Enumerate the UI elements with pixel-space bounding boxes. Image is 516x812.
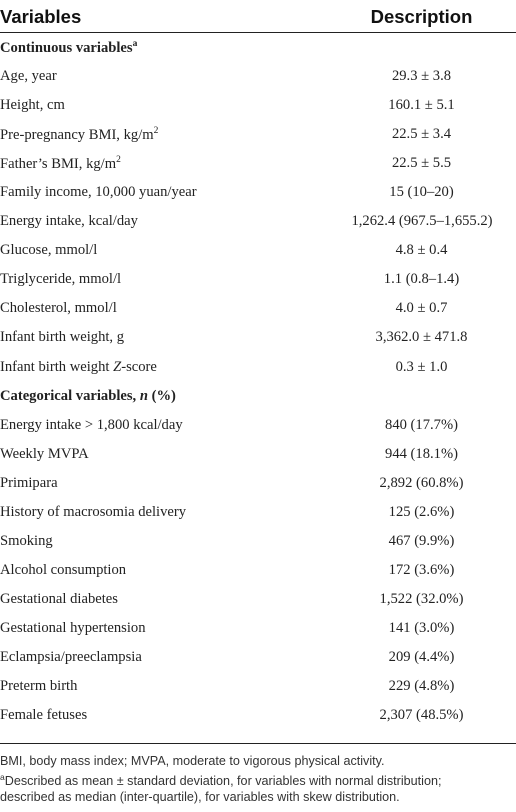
row-label: Preterm birth [0, 678, 78, 695]
footnote-marker: a [132, 39, 138, 49]
table-row [0, 62, 516, 91]
section-title-italic: n [139, 387, 148, 404]
row-value: 944 (18.1%) [385, 445, 458, 462]
row-label: History of macrosomia delivery [0, 503, 187, 520]
row-value: 125 (2.6%) [388, 503, 455, 520]
row-label: Height, cm [0, 97, 65, 114]
table-row [0, 556, 516, 585]
section-title: Continuous variables [0, 40, 133, 56]
row-label: Eclampsia/preeclampsia [0, 648, 142, 665]
row-value: 141 (3.0%) [388, 619, 455, 636]
table-row [0, 149, 516, 178]
row-value: 840 (17.7%) [385, 416, 458, 433]
row-value: 1.1 (0.8–1.4) [383, 271, 460, 288]
row-value: 0.3 ± 1.0 [395, 358, 448, 375]
footnote-a-line2: described as median (inter-quartile), for variables with skew distribution. [0, 790, 400, 804]
table-row [0, 91, 516, 120]
row-value: 172 (3.6%) [388, 561, 455, 578]
row-value: 2,307 (48.5%) [379, 707, 464, 724]
table-row [0, 527, 516, 556]
row-label: Infant birth weight, g [0, 329, 125, 346]
header-description: Description [370, 6, 473, 27]
table-row [0, 585, 516, 614]
row-label: Smoking [0, 532, 53, 549]
table-row [0, 178, 516, 207]
row-label: Gestational hypertension [0, 619, 146, 636]
row-label: Family income, 10,000 yuan/year [0, 184, 197, 201]
row-label-italic: Z [113, 358, 122, 375]
row-label: Energy intake > 1,800 kcal/day [0, 416, 183, 433]
row-value: 160.1 ± 5.1 [388, 97, 455, 114]
row-label: Pre-pregnancy BMI, kg/m [0, 127, 154, 144]
footnote-marker: a [0, 772, 5, 782]
footnote-abbreviations: BMI, body mass index; MVPA, moderate to vigorous physical activity. [0, 754, 385, 768]
row-label: Father’s BMI, kg/m [0, 156, 117, 173]
footnote-a-line1: Described as mean ± standard deviation, for variables with normal distribution; [4, 774, 442, 788]
row-label: Cholesterol, mmol/l [0, 300, 117, 317]
table-row [0, 440, 516, 469]
row-label: Primipara [0, 474, 58, 491]
row-value: 4.0 ± 0.7 [395, 300, 448, 317]
row-label: Gestational diabetes [0, 590, 118, 607]
table-header [0, 0, 516, 33]
superscript: 2 [153, 126, 159, 137]
superscript: 2 [116, 155, 121, 166]
table-footnotes [0, 753, 516, 805]
row-value: 22.5 ± 5.5 [391, 155, 452, 172]
section-continuous [0, 33, 516, 62]
row-label: Age, year [0, 68, 57, 85]
row-value: 4.8 ± 0.4 [395, 242, 448, 259]
row-value: 1,262.4 (967.5–1,655.2) [351, 213, 493, 230]
table-row [0, 469, 516, 498]
table-row [0, 323, 516, 352]
row-value: 2,892 (60.8%) [379, 474, 464, 491]
section-title-suffix: (%) [147, 387, 176, 404]
table-row [0, 614, 516, 643]
row-value: 15 (10–20) [389, 184, 454, 201]
section-title: Categorical variables, [0, 387, 140, 404]
row-label: Energy intake, kcal/day [0, 213, 138, 230]
row-label: Alcohol consumption [0, 561, 127, 578]
row-label-suffix: -score [121, 358, 157, 375]
table-bottom-rule [0, 743, 516, 744]
row-value: 3,362.0 ± 471.8 [375, 329, 468, 346]
table-row [0, 643, 516, 672]
header-variables: Variables [0, 6, 82, 27]
row-label: Female fetuses [0, 707, 88, 724]
table-row [0, 207, 516, 236]
row-label: Glucose, mmol/l [0, 242, 98, 259]
table-row [0, 353, 516, 382]
section-categorical [0, 382, 516, 411]
row-label: Infant birth weight [0, 358, 114, 375]
row-value: 209 (4.4%) [388, 648, 455, 665]
table-row [0, 294, 516, 323]
table-row [0, 498, 516, 527]
row-value: 1,522 (32.0%) [379, 590, 464, 607]
row-label: Weekly MVPA [0, 445, 89, 462]
row-value: 467 (9.9%) [388, 532, 455, 549]
table-row [0, 672, 516, 701]
table-row [0, 411, 516, 440]
table-row [0, 236, 516, 265]
row-value: 229 (4.8%) [388, 678, 455, 695]
table-row [0, 265, 516, 294]
row-value: 29.3 ± 3.8 [391, 68, 452, 85]
table-body [0, 33, 516, 730]
row-label: Triglyceride, mmol/l [0, 271, 122, 288]
table-row [0, 701, 516, 730]
table-row [0, 120, 516, 149]
row-value: 22.5 ± 3.4 [391, 126, 452, 143]
